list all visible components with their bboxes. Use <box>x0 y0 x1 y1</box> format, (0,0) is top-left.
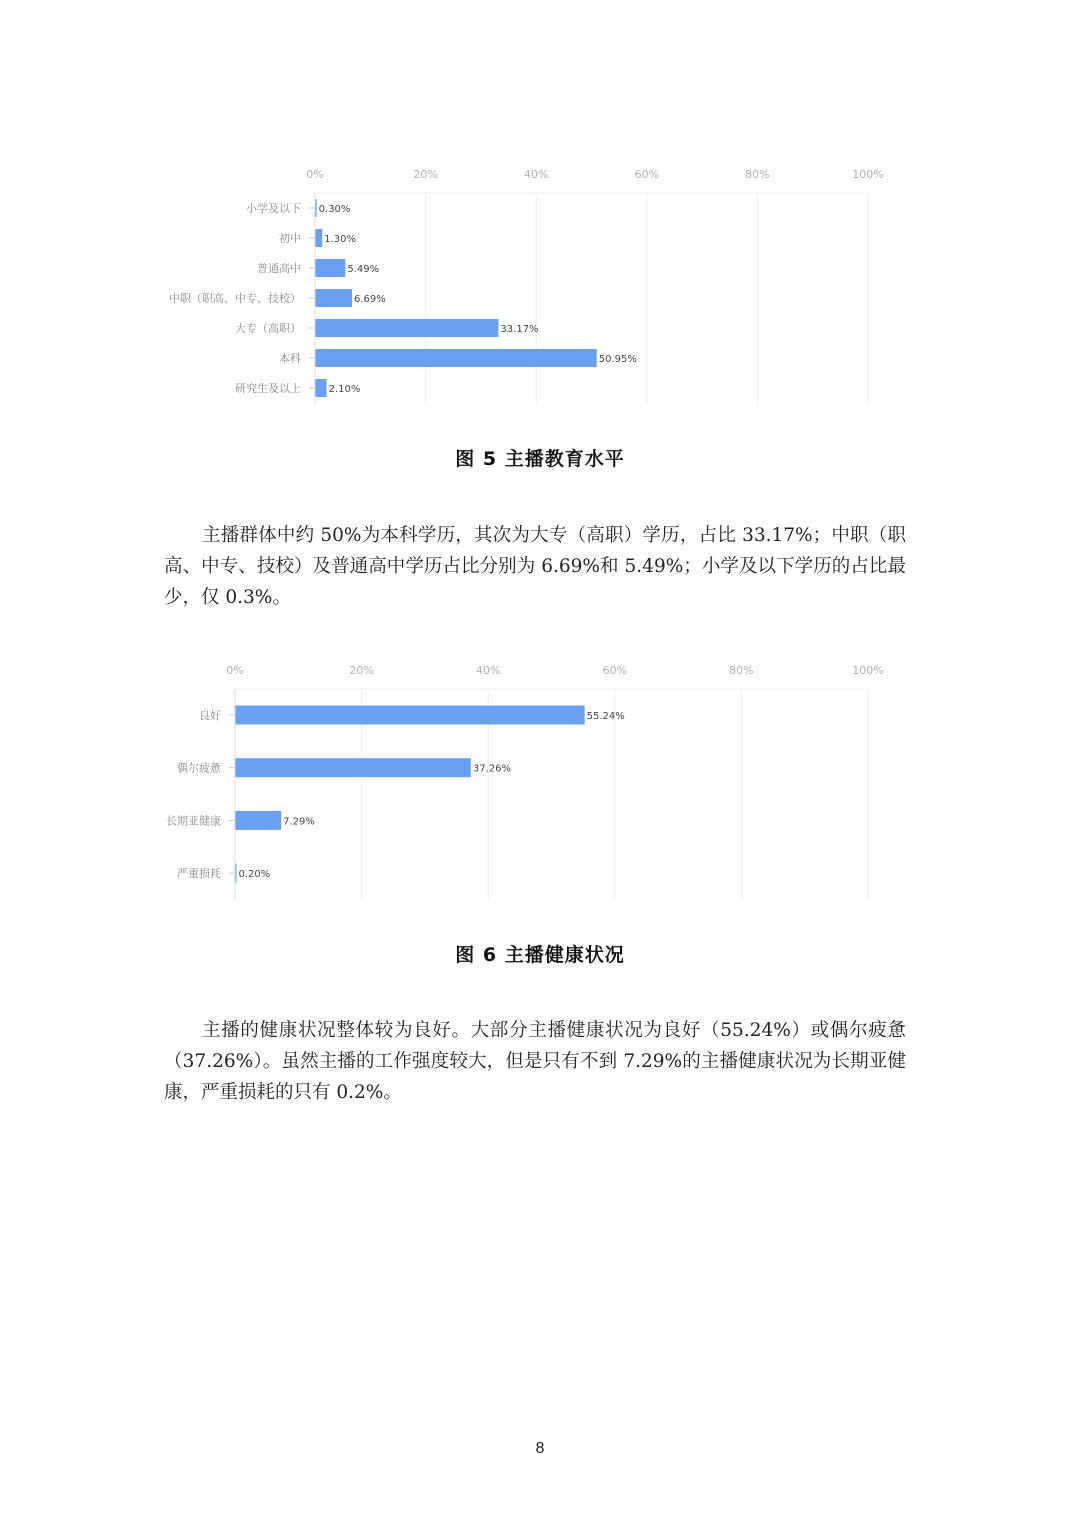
x-tick-label: 40% <box>475 664 501 677</box>
category-label: 严重损耗 <box>177 867 221 881</box>
x-tick-label: 60% <box>634 168 660 181</box>
bar <box>315 259 345 277</box>
bar-value-label: 2.10% <box>328 384 361 395</box>
category-label: 长期亚健康 <box>166 814 221 828</box>
health-bar-chart <box>0 650 1080 910</box>
x-tick-label: 0% <box>306 168 324 181</box>
x-tick-label: 80% <box>729 664 754 677</box>
category-label: 研究生及以上 <box>235 382 301 395</box>
bar <box>315 379 327 397</box>
category-label: 本科 <box>279 352 301 365</box>
education-paragraph: 主播群体中约 50%为本科学历，其次为大专（高职）学历，占比 33.17%；中职（职高、中专、技校）及普通高中学历占比分别为 6.69%和 5.49%；小学及以下学历的占比最少，仅 0.3%。 <box>164 525 906 608</box>
category-label: 小学及以下 <box>246 202 301 215</box>
education-bar-chart <box>0 150 1080 420</box>
bar-value-label: 50.95% <box>598 354 637 365</box>
bar-value-label: 0.20% <box>238 869 271 881</box>
x-tick-label: 80% <box>745 168 770 181</box>
bar-value-label: 1.30% <box>324 234 356 245</box>
page-number: 8 <box>535 1440 545 1457</box>
x-tick-label: 100% <box>852 168 884 181</box>
bar-value-label: 6.69% <box>353 294 386 305</box>
bar <box>315 319 498 337</box>
bar <box>315 349 597 367</box>
category-label: 普通高中 <box>257 262 301 275</box>
health-paragraph: 主播的健康状况整体较为良好。大部分主播健康状况为良好（55.24%）或偶尔疲惫（37.26%）。虽然主播的工作强度较大，但是只有不到 7.29%的主播健康状况为长期亚健康，严重损耗的只有 0.2%。 <box>164 1020 906 1103</box>
bar-value-label: 0.30% <box>318 204 351 215</box>
figure-6-caption: 图 6 主播健康状况 <box>455 944 625 966</box>
category-label: 初中 <box>279 232 301 245</box>
bar <box>315 229 322 247</box>
bar <box>235 811 281 830</box>
bar-value-label: 7.29% <box>283 816 315 828</box>
x-tick-label: 100% <box>852 664 884 677</box>
bar-value-label: 55.24% <box>586 711 625 722</box>
category-label: 大专（高职） <box>235 322 301 335</box>
bar-value-label: 37.26% <box>472 763 511 775</box>
figure-5-caption: 图 5 主播教育水平 <box>455 448 625 470</box>
category-label: 偶尔疲惫 <box>177 761 221 775</box>
x-tick-label: 20% <box>349 664 374 677</box>
bar <box>315 289 352 307</box>
bar <box>235 758 471 777</box>
bar <box>235 706 585 725</box>
x-tick-label: 20% <box>413 168 438 181</box>
bar-value-label: 33.17% <box>500 324 539 335</box>
category-label: 良好 <box>199 709 221 722</box>
x-tick-label: 40% <box>523 168 549 181</box>
bar-value-label: 5.49% <box>347 264 380 275</box>
x-tick-label: 0% <box>226 664 244 677</box>
category-label: 中职（职高、中专、技校） <box>169 292 301 305</box>
x-tick-label: 60% <box>602 664 628 677</box>
